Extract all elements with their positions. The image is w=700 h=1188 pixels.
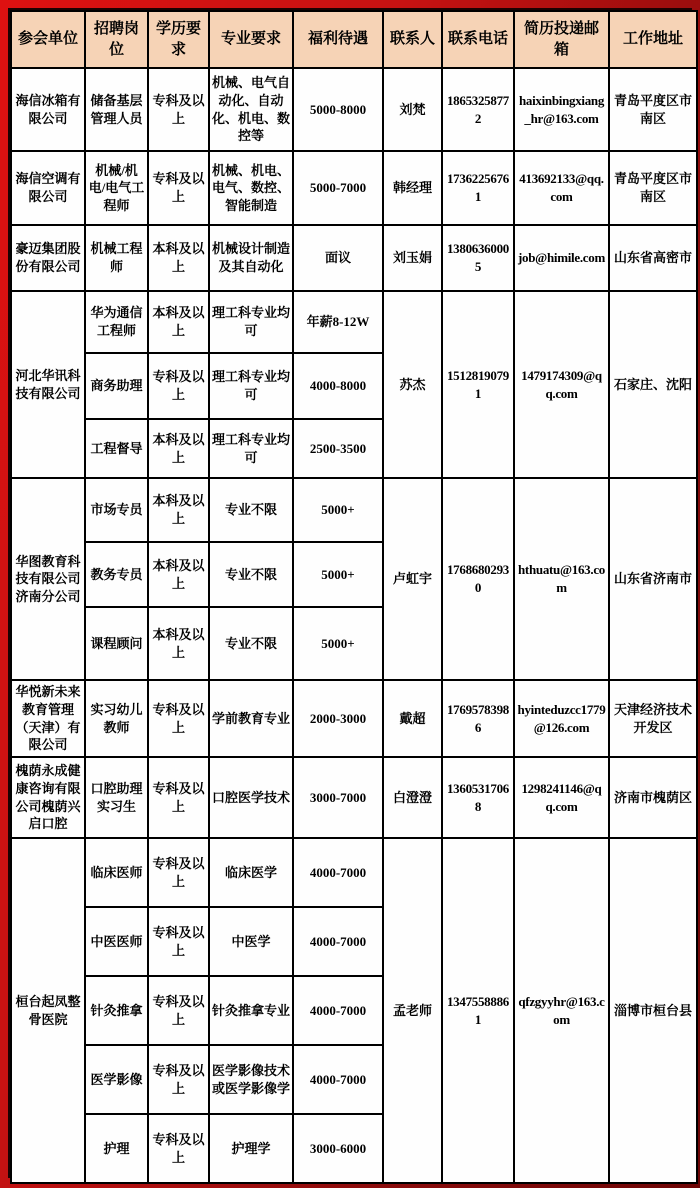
cell-position: 实习幼儿教师 [85,680,148,757]
cell-email: hthuatu@163.com [514,478,609,680]
cell-address: 青岛平度区市南区 [609,68,697,151]
cell-position: 课程顾问 [85,607,148,680]
cell-contact: 白澄澄 [383,757,442,838]
cell-major: 针灸推拿专业 [209,976,293,1045]
cell-address: 青岛平度区市南区 [609,151,697,225]
cell-salary: 3000-6000 [293,1114,383,1183]
cell-salary: 5000+ [293,542,383,607]
cell-salary: 5000-8000 [293,68,383,151]
table-row [11,838,697,907]
cell-major: 学前教育专业 [209,680,293,757]
cell-education: 本科及以上 [148,225,209,291]
table-row [11,757,697,838]
cell-company: 华悦新未来教育管理（天津）有限公司 [11,680,85,757]
cell-position: 临床医师 [85,838,148,907]
cell-phone: 13806360005 [442,225,514,291]
cell-company: 河北华讯科技有限公司 [11,291,85,478]
cell-salary: 4000-7000 [293,1045,383,1114]
cell-company: 海信冰箱有限公司 [11,68,85,151]
table-row [11,680,697,757]
cell-company: 槐荫永成健康咨询有限公司槐荫兴启口腔 [11,757,85,838]
cell-major: 机械、电气自动化、自动化、机电、数控等 [209,68,293,151]
table-row [11,68,697,151]
cell-position: 储备基层管理人员 [85,68,148,151]
col-header-address: 工作地址 [609,11,697,68]
col-header-phone: 联系电话 [442,11,514,68]
cell-education: 本科及以上 [148,478,209,542]
cell-salary: 面议 [293,225,383,291]
cell-contact: 刘玉娟 [383,225,442,291]
cell-email: job@himile.com [514,225,609,291]
cell-contact: 孟老师 [383,838,442,1183]
col-header-email: 简历投递邮箱 [514,11,609,68]
recruitment-table-container [8,8,692,1178]
cell-address: 淄博市桓台县 [609,838,697,1183]
col-header-position: 招聘岗位 [85,11,148,68]
cell-education: 专科及以上 [148,151,209,225]
cell-education: 专科及以上 [148,68,209,151]
cell-salary: 5000+ [293,607,383,680]
cell-address: 石家庄、沈阳 [609,291,697,478]
cell-email: qfzgyyhr@163.com [514,838,609,1183]
cell-address: 山东省高密市 [609,225,697,291]
cell-education: 专科及以上 [148,976,209,1045]
cell-salary: 2500-3500 [293,419,383,478]
cell-education: 专科及以上 [148,680,209,757]
cell-address: 山东省济南市 [609,478,697,680]
cell-contact: 戴超 [383,680,442,757]
col-header-major: 专业要求 [209,11,293,68]
cell-company: 豪迈集团股份有限公司 [11,225,85,291]
header-row [11,11,697,68]
cell-contact: 韩经理 [383,151,442,225]
table-row [11,225,697,291]
cell-education: 本科及以上 [148,419,209,478]
cell-phone: 15128190791 [442,291,514,478]
cell-position: 商务助理 [85,353,148,419]
cell-salary: 5000-7000 [293,151,383,225]
cell-education: 专科及以上 [148,757,209,838]
cell-phone: 18653258772 [442,68,514,151]
cell-position: 华为通信工程师 [85,291,148,353]
cell-major: 专业不限 [209,478,293,542]
cell-email: 1479174309@qq.com [514,291,609,478]
cell-education: 本科及以上 [148,291,209,353]
cell-salary: 3000-7000 [293,757,383,838]
cell-major: 口腔医学技术 [209,757,293,838]
cell-major: 理工科专业均可 [209,419,293,478]
cell-position: 机械/机电/电气工程师 [85,151,148,225]
cell-major: 机械、机电、电气、数控、智能制造 [209,151,293,225]
cell-salary: 4000-7000 [293,838,383,907]
cell-major: 临床医学 [209,838,293,907]
table-row [11,291,697,353]
cell-company: 海信空调有限公司 [11,151,85,225]
cell-contact: 苏杰 [383,291,442,478]
cell-major: 专业不限 [209,542,293,607]
col-header-company: 参会单位 [11,11,85,68]
cell-position: 护理 [85,1114,148,1183]
cell-major: 理工科专业均可 [209,353,293,419]
cell-salary: 2000-3000 [293,680,383,757]
cell-email: 1298241146@qq.com [514,757,609,838]
cell-salary: 4000-8000 [293,353,383,419]
cell-contact: 刘梵 [383,68,442,151]
cell-education: 专科及以上 [148,1045,209,1114]
cell-education: 本科及以上 [148,542,209,607]
cell-position: 针灸推拿 [85,976,148,1045]
cell-education: 专科及以上 [148,1114,209,1183]
cell-education: 专科及以上 [148,907,209,976]
cell-position: 医学影像 [85,1045,148,1114]
cell-major: 理工科专业均可 [209,291,293,353]
cell-contact: 卢虹宇 [383,478,442,680]
cell-position: 机械工程师 [85,225,148,291]
cell-phone: 17362256761 [442,151,514,225]
cell-major: 护理学 [209,1114,293,1183]
cell-major: 中医学 [209,907,293,976]
cell-salary: 4000-7000 [293,976,383,1045]
cell-major: 机械设计制造及其自动化 [209,225,293,291]
col-header-contact: 联系人 [383,11,442,68]
cell-education: 本科及以上 [148,607,209,680]
cell-position: 市场专员 [85,478,148,542]
cell-position: 教务专员 [85,542,148,607]
cell-education: 专科及以上 [148,838,209,907]
cell-major: 医学影像技术或医学影像学 [209,1045,293,1114]
cell-position: 工程督导 [85,419,148,478]
cell-company: 桓台起凤整骨医院 [11,838,85,1183]
cell-phone: 17695783986 [442,680,514,757]
cell-salary: 年薪8-12W [293,291,383,353]
cell-address: 济南市槐荫区 [609,757,697,838]
cell-position: 中医医师 [85,907,148,976]
cell-major: 专业不限 [209,607,293,680]
cell-education: 专科及以上 [148,353,209,419]
cell-phone: 17686802930 [442,478,514,680]
col-header-education: 学历要求 [148,11,209,68]
cell-email: 413692133@qq.com [514,151,609,225]
cell-company: 华图教育科技有限公司济南分公司 [11,478,85,680]
cell-salary: 5000+ [293,478,383,542]
table-row [11,478,697,542]
cell-email: hyinteduzcc1779@126.com [514,680,609,757]
table-row [11,151,697,225]
cell-phone: 13475588861 [442,838,514,1183]
cell-salary: 4000-7000 [293,907,383,976]
cell-position: 口腔助理实习生 [85,757,148,838]
cell-phone: 13605317068 [442,757,514,838]
recruitment-table [10,10,698,1184]
col-header-salary: 福利待遇 [293,11,383,68]
cell-email: haixinbingxiang_hr@163.com [514,68,609,151]
cell-address: 天津经济技术开发区 [609,680,697,757]
